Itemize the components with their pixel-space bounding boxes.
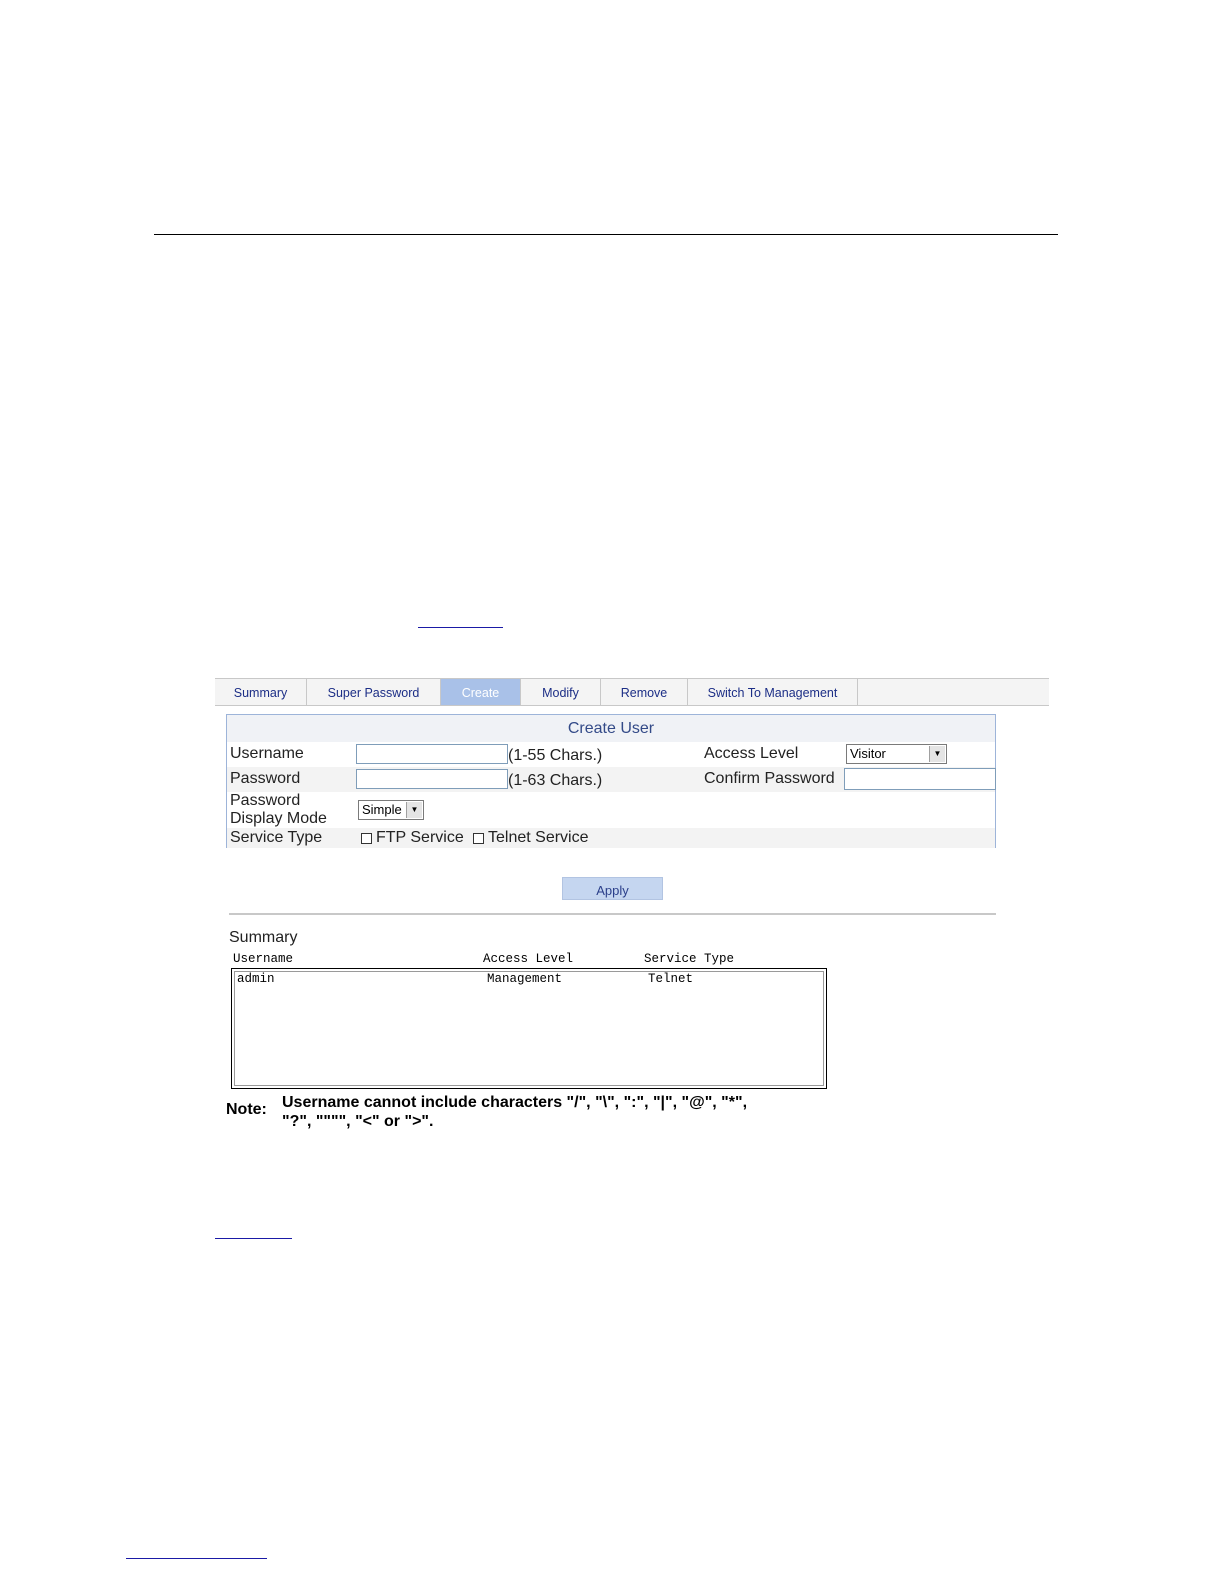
username-hint: (1-55 Chars.): [508, 747, 603, 764]
page-divider: [154, 234, 1058, 235]
tab-modify[interactable]: Modify: [521, 679, 601, 705]
column-header-service-type: Service Type: [644, 952, 735, 966]
telnet-service-label: Telnet Service: [488, 829, 589, 846]
footnote-rule: [126, 1558, 267, 1559]
service-type-row: [227, 828, 995, 848]
ftp-service-label: FTP Service: [376, 829, 464, 846]
tab-create[interactable]: Create: [441, 679, 521, 705]
password-display-mode-value: Simple: [362, 802, 402, 817]
hyperlink-underline[interactable]: [418, 627, 503, 628]
password-input[interactable]: [356, 769, 508, 789]
password-row: [227, 767, 995, 792]
section-divider: [229, 913, 996, 915]
chevron-down-icon[interactable]: ▼: [406, 802, 422, 818]
access-level-select[interactable]: [846, 744, 947, 764]
service-type-label: Service Type: [230, 829, 323, 846]
column-header-username: Username: [233, 952, 294, 966]
tab-switch-to-management[interactable]: Switch To Management: [688, 679, 858, 705]
list-item-service-type: Telnet: [648, 972, 694, 986]
apply-button[interactable]: Apply: [562, 877, 663, 900]
hyperlink-underline[interactable]: [215, 1238, 292, 1239]
access-level-label: Access Level: [704, 745, 799, 762]
note-label: Note:: [226, 1101, 267, 1118]
username-row: [227, 742, 995, 767]
tab-bar: [215, 678, 1049, 706]
confirm-password-label: Confirm Password: [704, 770, 835, 787]
user-summary-list[interactable]: [231, 968, 827, 1089]
create-user-panel: [226, 714, 996, 848]
chevron-down-icon[interactable]: ▼: [929, 746, 945, 762]
access-level-value: Visitor: [850, 746, 886, 761]
tab-summary[interactable]: Summary: [215, 679, 307, 705]
tab-super-password[interactable]: Super Password: [307, 679, 441, 705]
ftp-service-checkbox[interactable]: [361, 833, 372, 844]
password-display-mode-row: [227, 792, 995, 828]
list-item-access-level: Management: [487, 972, 563, 986]
summary-title: Summary: [229, 929, 298, 946]
username-input[interactable]: [356, 744, 508, 764]
list-frame: [234, 971, 824, 1086]
username-label: Username: [230, 745, 304, 762]
password-display-mode-label-line1: Password: [230, 792, 301, 809]
column-header-access-level: Access Level: [483, 952, 574, 966]
panel-title: Create User: [227, 715, 995, 742]
confirm-password-input[interactable]: [844, 768, 996, 790]
password-hint: (1-63 Chars.): [508, 772, 603, 789]
telnet-service-checkbox[interactable]: [473, 833, 484, 844]
list-item-username: admin: [237, 972, 275, 986]
password-display-mode-select[interactable]: [358, 800, 424, 820]
password-display-mode-label-line2: Display Mode: [230, 810, 327, 827]
note-text: Username cannot include characters "/", "\", ":", "|", "@", "*", "?", """", "<" or ">".: [282, 1094, 748, 1130]
tab-remove[interactable]: Remove: [601, 679, 688, 705]
password-label: Password: [230, 770, 301, 787]
